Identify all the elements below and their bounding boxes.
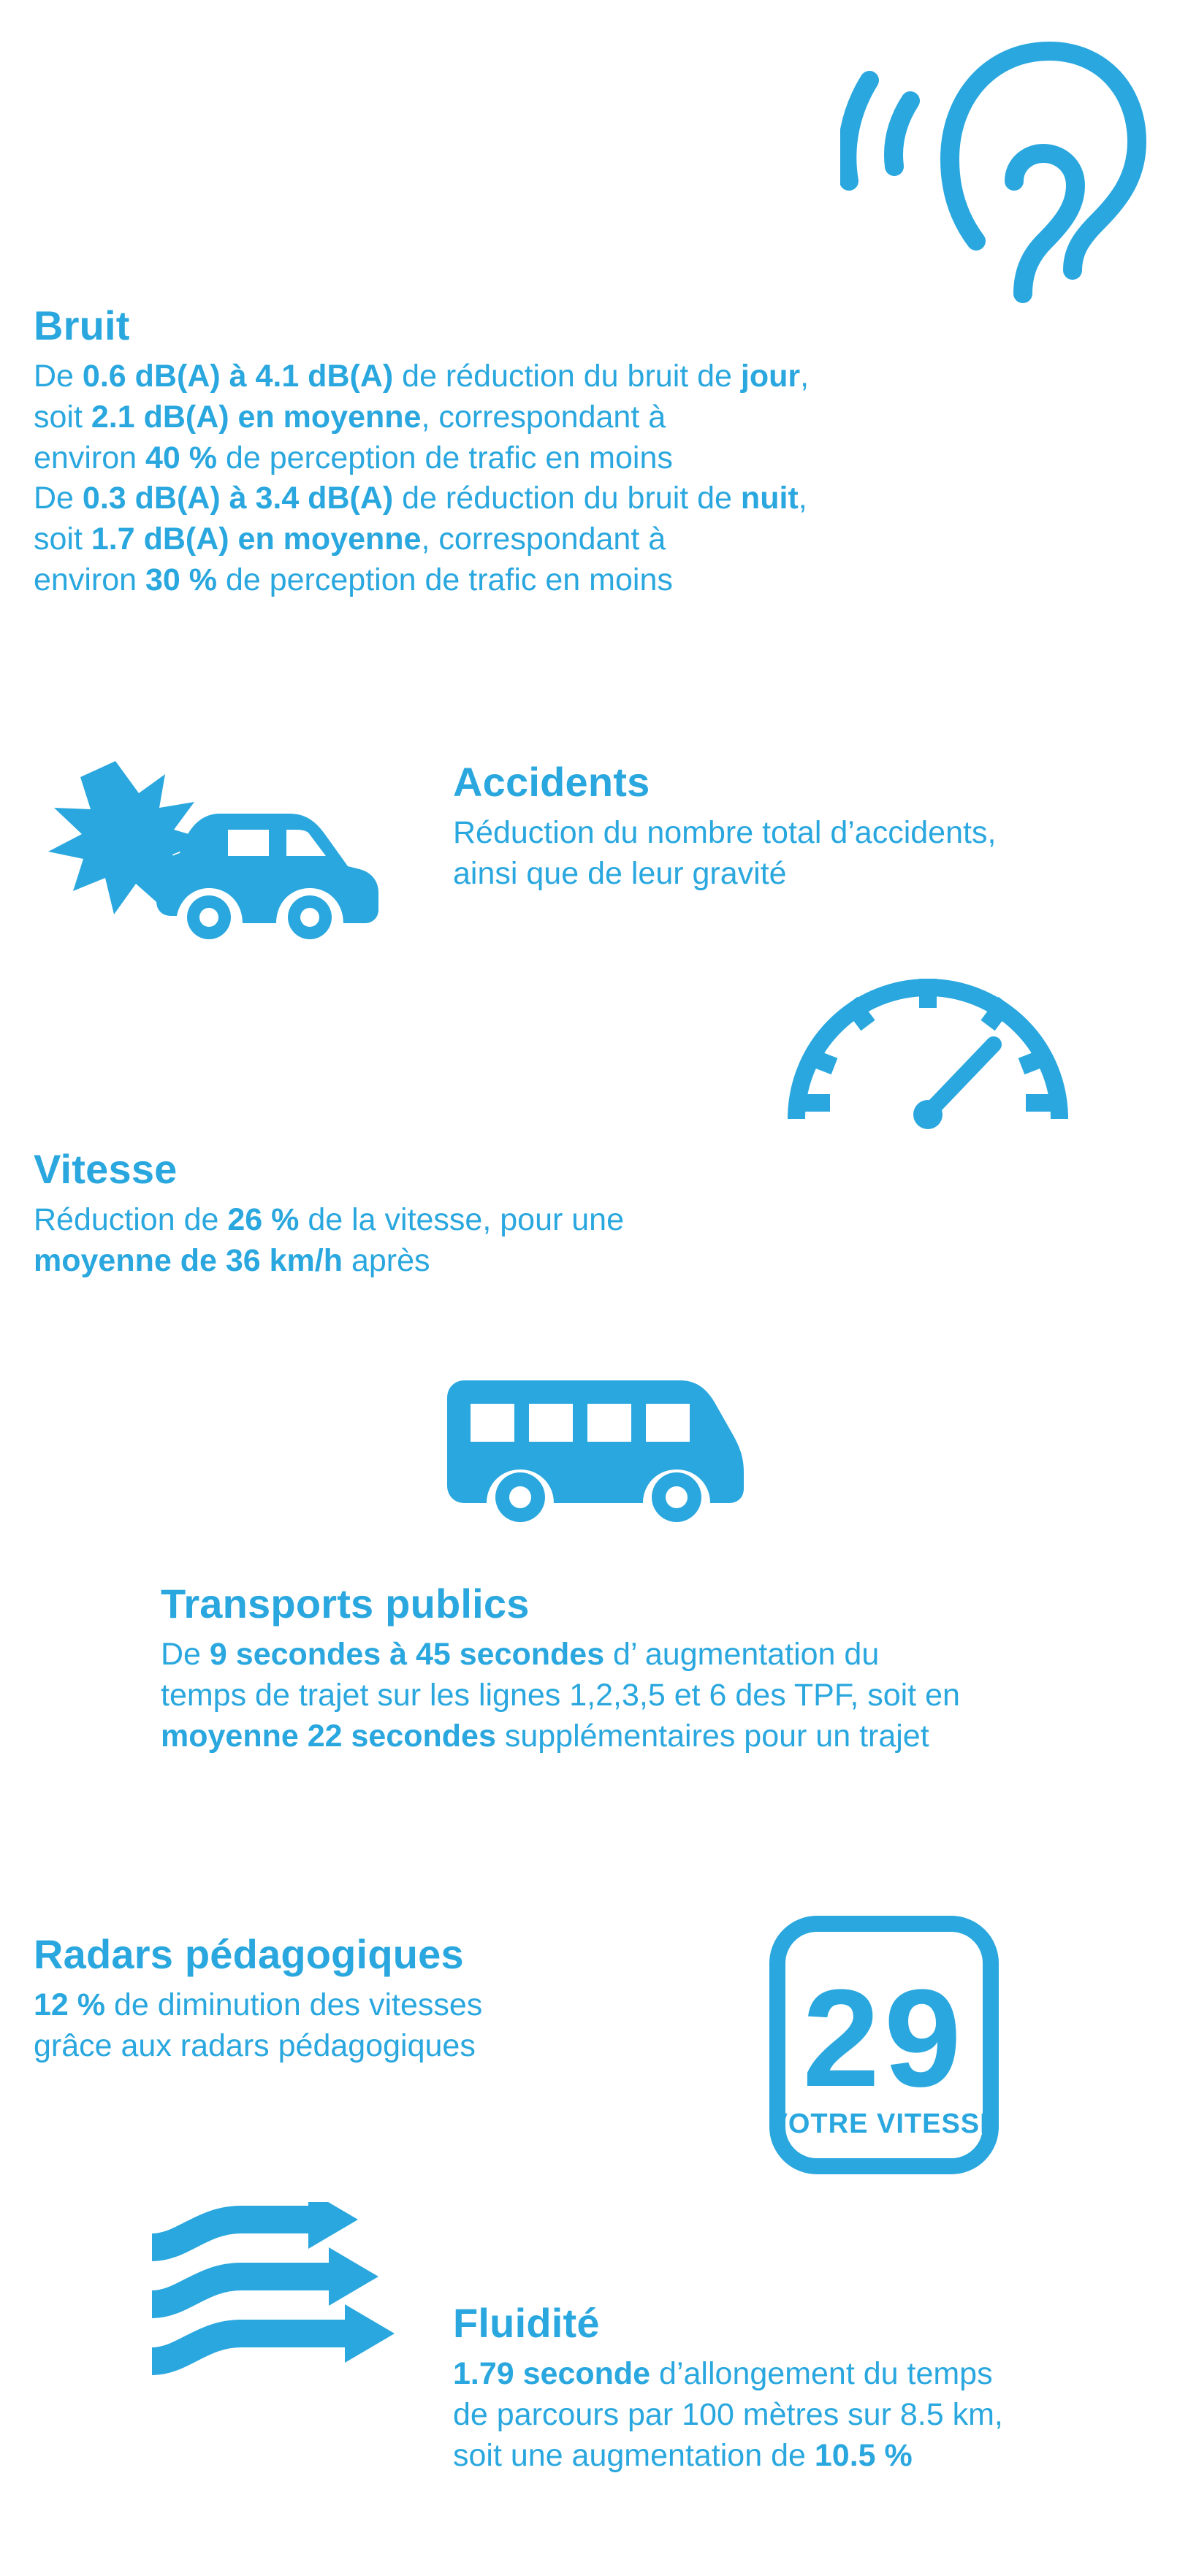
section-accidents-body xyxy=(453,813,1169,895)
text-line: de parcours par 100 mètres sur 8.5 km, xyxy=(453,2396,1003,2432)
section-vitesse-heading: Vitesse xyxy=(34,1146,178,1192)
text-line: temps de trajet sur les lignes 1,2,3,5 et 6 des TPF, soit en xyxy=(161,1677,960,1713)
text-line: environ 30 % de perception de trafic en moins xyxy=(34,562,673,598)
section-bruit xyxy=(34,303,1056,601)
text-line: grâce aux radars pédagogiques xyxy=(34,2027,476,2063)
section-radars-heading: Radars pédagogiques xyxy=(34,1931,464,1977)
text-line: moyenne 22 secondes supplémentaires pour un trajet xyxy=(161,1718,929,1754)
section-vitesse-body xyxy=(34,1200,910,1282)
section-radars-pedagogiques xyxy=(34,1932,691,2067)
bus-icon xyxy=(438,1366,753,1534)
section-accidents-heading: Accidents xyxy=(453,759,650,805)
speed-display-icon xyxy=(767,1914,1001,2176)
text-line: De 9 secondes à 45 secondes d’ augmentation du xyxy=(161,1636,880,1672)
text-line: soit 2.1 dB(A) en moyenne, correspondant à xyxy=(34,399,666,435)
text-line: Réduction du nombre total d’accidents, xyxy=(453,814,997,850)
text-line: 1.79 seconde d’allongement du temps xyxy=(453,2355,993,2391)
section-vitesse xyxy=(34,1147,910,1282)
section-transports-body xyxy=(161,1635,1140,1757)
text-line: environ 40 % de perception de trafic en moins xyxy=(34,440,673,475)
section-fluidite xyxy=(453,2301,1154,2476)
text-line: De 0.3 dB(A) à 3.4 dB(A) de réduction du bruit de nuit, xyxy=(34,481,807,516)
section-fluidite-body xyxy=(453,2354,1154,2477)
text-line: soit une augmentation de 10.5 % xyxy=(453,2437,913,2473)
section-transports-publics xyxy=(161,1581,1140,1757)
section-transports-heading: Transports publics xyxy=(161,1581,530,1627)
speed-display-value: 29 xyxy=(802,1961,966,2116)
car-crash-icon xyxy=(29,745,395,949)
text-line: De 0.6 dB(A) à 4.1 dB(A) de réduction du bruit de jour, xyxy=(34,358,810,394)
section-fluidite-heading: Fluidité xyxy=(453,2300,600,2346)
text-line: 12 % de diminution des vitesses xyxy=(34,1987,483,2022)
speedometer-icon xyxy=(774,957,1081,1147)
section-radars-body xyxy=(34,1985,691,2067)
text-line: soit 1.7 dB(A) en moyenne, correspondant à xyxy=(34,521,666,557)
section-bruit-body xyxy=(34,356,1056,601)
text-line: Réduction de 26 % de la vitesse, pour une xyxy=(34,1201,624,1237)
section-accidents xyxy=(453,760,1169,895)
text-line: ainsi que de leur gravité xyxy=(453,855,787,891)
flow-arrows-icon xyxy=(139,2202,446,2399)
speed-display-caption: VOTRE VITESSE xyxy=(769,2109,999,2139)
section-bruit-heading: Bruit xyxy=(34,302,130,348)
ear-icon xyxy=(840,22,1147,314)
text-line: moyenne de 36 km/h après xyxy=(34,1242,430,1278)
